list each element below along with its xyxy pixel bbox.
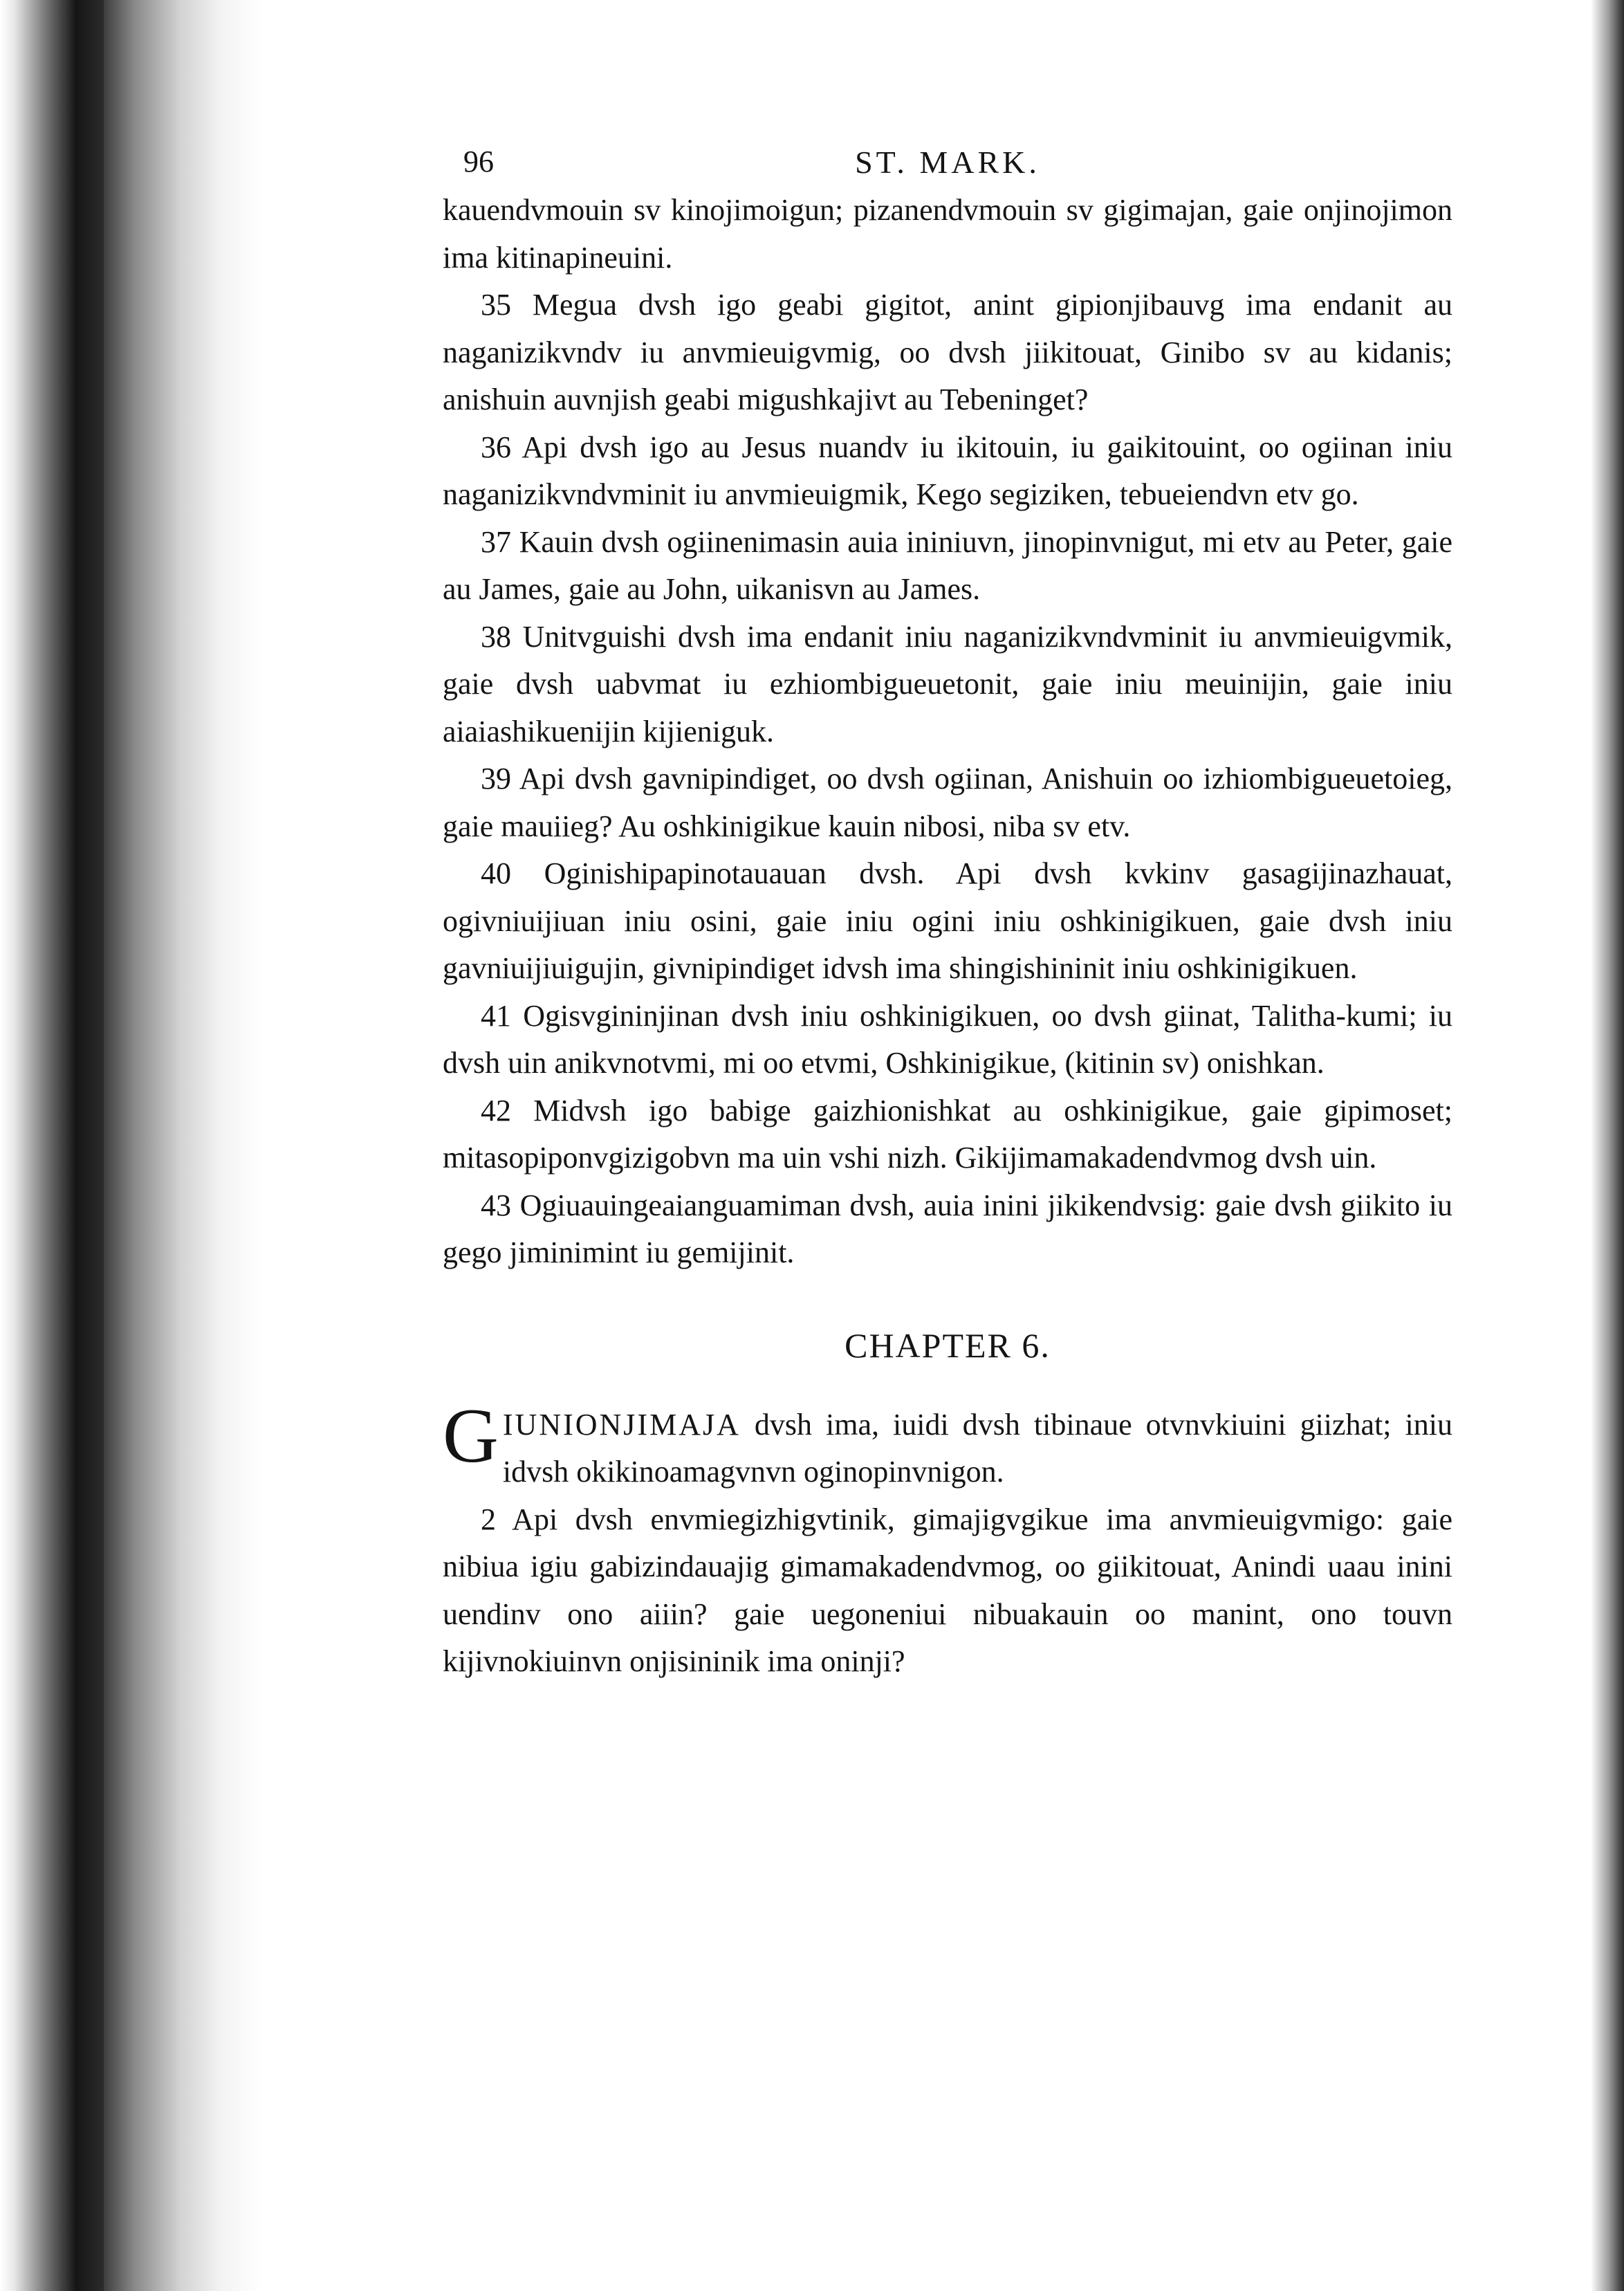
opening-verse-text: dvsh ima, iuidi dvsh tibinaue otvnvkiuini giizhat; iniu idvsh okikinoamagvnvn oginopinvnigon. [502,1407,1452,1489]
verse-39: 39 Api dvsh gavnipindiget, oo dvsh ogiinan, Anishuin oo izhiombigueuetoieg, gaie mauiieg? Au oshkinigikue kauin nibosi, niba sv etv. [443,762,1452,843]
drop-cap: G [443,1392,499,1479]
opening-first-word: IUNIONJIMAJA [502,1407,741,1442]
running-title: ST. MARK. [855,145,1040,180]
verse-36: 36 Api dvsh igo au Jesus nuandv iu ikitouin, iu gaikitouint, oo ogiinan iniu naganizikvndvminit iu anvmieuigmik, Kego segiziken, tebueiendvn etv go. [443,430,1452,511]
book-binding-shadow [0,0,104,2291]
verse-40: 40 Oginishipapinotauauan dvsh. Api dvsh kvkinv gasagijinazhauat, ogivniuijiuan iniu osini, gaie iniu ogini iniu oshkinigikuen, gaie dvsh iniu gavniuijiuigujin, givnipindiget idvsh ima shingishininit iniu oshkinigikuen. [443,856,1452,985]
page-number: 96 [463,145,494,178]
chapter-heading: CHAPTER 6. [845,1325,1051,1365]
verse-38: 38 Unitvguishi dvsh ima endanit iniu naganizikvndvminit iu anvmieuigvmik, gaie dvsh uabvmat iu ezhiombigueuetonit, gaie iniu meuinijin, gaie iniu aiaiashikuenijin kijieniguk. [443,619,1452,748]
gutter-margin [104,0,311,2291]
verse-41: 41 Ogisvgininjinan dvsh iniu oshkinigikuen, oo dvsh giinat, Talitha-kumi; iu dvsh uin anikvnotvmi, mi oo etvmi, Oshkinigikue, (kitinin sv) onishkan. [443,998,1452,1080]
running-head [443,138,1452,187]
paragraph-continuation: kauendvmouin sv kinojimoigun; pizanendvmouin sv gigimajan, gaie onjinojimon ima kitinapineuini. [443,193,1452,275]
verse-2: 2 Api dvsh envmiegizhigvtinik, gimajigvgikue ima anvmieuigvmigo: gaie nibiua igiu gabizindauajig gimamakadendvmog, oo giikitouat, Anindi uaau inini uendinv ono aiiin? gaie uegoneniui nibuakauin oo manint, ono touvn kijivnokiuinvn onjisininik ima oninji? [443,1502,1452,1678]
page-edge-shadow [1591,0,1624,2291]
verse-35: 35 Megua dvsh igo geabi gigitot, anint gipionjibauvg ima endanit au naganizikvndv iu anvmieuigvmig, oo dvsh jiikitouat, Ginibo sv au kidanis; anishuin auvnjish geabi migushkajivt au Tebeninget? [443,288,1452,416]
book-page [443,138,1452,1686]
verse-42: 42 Midvsh igo babige gaizhionishkat au oshkinigikue, gaie gipimoset; mitasopiponvgizigobvn ma uin vshi nizh. Gikijimamakadendvmog dvsh uin. [443,1093,1452,1175]
chapter-opening-verse [443,1392,1452,1496]
verse-43: 43 Ogiuauingeaianguamiman dvsh, auia inini jikikendvsig: gaie dvsh giikito iu gego jiminimint iu gemijinit. [443,1188,1452,1269]
body-text [443,187,1452,1686]
verse-37: 37 Kauin dvsh ogiinenimasin auia ininiuvn, jinopinvnigut, mi etv au Peter, gaie au James, gaie au John, uikanisvn au James. [443,524,1452,606]
